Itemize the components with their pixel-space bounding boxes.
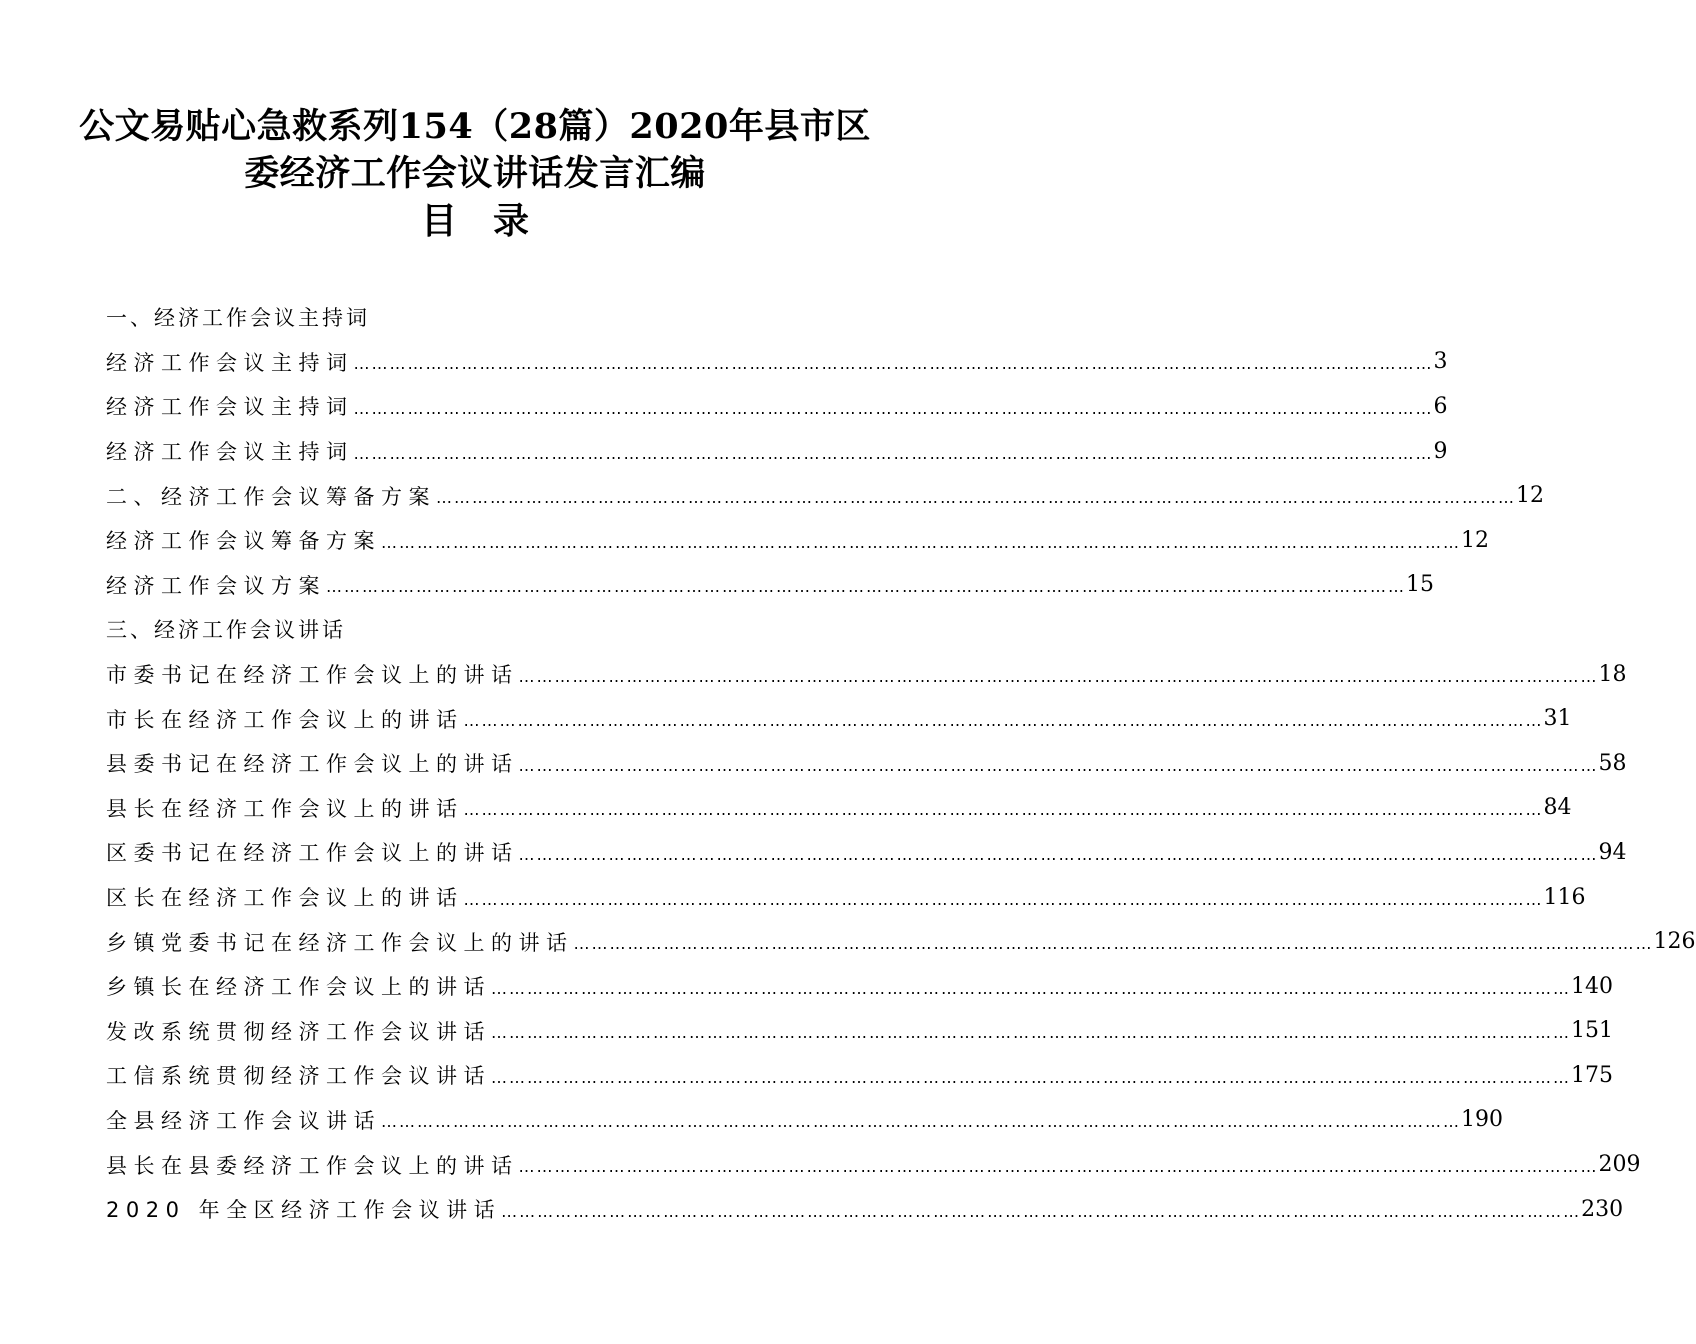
toc-section-heading: [106, 295, 848, 340]
toc-entry[interactable]: [106, 830, 1627, 875]
toc-entry[interactable]: [106, 652, 1627, 697]
toc-entry-label: 全县经济工作会议讲话: [106, 1108, 381, 1133]
toc-entry[interactable]: [106, 340, 1448, 385]
toc-entry[interactable]: [106, 1142, 1641, 1187]
toc-entry-label: 乡镇党委书记在经济工作会议上的讲话: [106, 930, 574, 955]
toc-entry[interactable]: [106, 741, 1627, 786]
toc-entry-page-number: 175: [1571, 1062, 1613, 1088]
table-of-contents: [106, 295, 1696, 1231]
toc-dot-leader: ………………………………………………………………………………………………………………………………………………………………: [491, 978, 1571, 998]
toc-entry-label: 二、经济工作会议筹备方案: [106, 484, 436, 509]
toc-entry-label: 县长在经济工作会议上的讲话: [106, 796, 464, 821]
toc-entry-label: 县委书记在经济工作会议上的讲话: [106, 752, 519, 777]
toc-entry[interactable]: [106, 473, 1544, 518]
toc-entry[interactable]: [106, 1098, 1503, 1143]
toc-entry[interactable]: [106, 518, 1489, 563]
toc-entry-label: 区长在经济工作会议上的讲话: [106, 886, 464, 911]
toc-entry-page-number: 209: [1598, 1152, 1641, 1178]
toc-entry-page-number: 151: [1571, 1018, 1613, 1044]
toc-entry-page-number: 58: [1598, 750, 1627, 776]
toc-entry-label: 经济工作会议筹备方案: [106, 529, 381, 554]
toc-dot-leader: ………………………………………………………………………………………………………………………………………………………………: [326, 577, 1406, 597]
toc-entry[interactable]: [106, 919, 1696, 964]
toc-entry-label: 市长在经济工作会议上的讲话: [106, 707, 464, 732]
toc-entry-label: 市委书记在经济工作会议上的讲话: [106, 663, 519, 688]
toc-entry-label: 区委书记在经济工作会议上的讲话: [106, 841, 519, 866]
toc-entry[interactable]: [106, 875, 1586, 920]
toc-entry-label: 县长在县委经济工作会议上的讲话: [106, 1153, 519, 1178]
toc-entry-page-number: 190: [1461, 1107, 1503, 1133]
toc-entry[interactable]: [106, 563, 1434, 608]
toc-heading-char-2: 录: [493, 200, 530, 242]
toc-entry-page-number: 18: [1598, 661, 1627, 687]
toc-entry-label: 工信系统贯彻经济工作会议讲话: [106, 1064, 491, 1089]
toc-entry-label: 经济工作会议主持词: [106, 440, 354, 465]
toc-entry[interactable]: [106, 696, 1572, 741]
toc-entry-page-number: 9: [1433, 438, 1448, 464]
document-title-line-2: 委经济工作会议讲话发言汇编: [244, 153, 706, 194]
toc-heading: [0, 198, 950, 244]
toc-dot-leader: ………………………………………………………………………………………………………………………………………………………………: [518, 844, 1599, 864]
toc-entry[interactable]: [106, 429, 1448, 474]
toc-entry-page-number: 12: [1461, 527, 1489, 553]
toc-entry-label: 2020 年全区经济工作会议讲话: [106, 1198, 502, 1223]
toc-dot-leader: ………………………………………………………………………………………………………………………………………………………………: [518, 666, 1599, 686]
toc-entry-label: 经济工作会议主持词: [106, 350, 354, 375]
toc-entry[interactable]: [106, 384, 1448, 429]
toc-entry-page-number: 126: [1653, 929, 1696, 955]
toc-entry-label: 经济工作会议方案: [106, 573, 326, 598]
toc-entry[interactable]: [106, 1009, 1613, 1054]
toc-entry-page-number: 84: [1543, 795, 1572, 821]
toc-entry-page-number: 140: [1571, 973, 1613, 999]
toc-dot-leader: ………………………………………………………………………………………………………………………………………………………………: [518, 755, 1599, 775]
toc-entry-page-number: 15: [1406, 572, 1434, 598]
toc-dot-leader: ………………………………………………………………………………………………………………………………………………………………: [463, 800, 1544, 820]
toc-entry[interactable]: [106, 786, 1572, 831]
toc-dot-leader: ………………………………………………………………………………………………………………………………………………………………: [463, 889, 1544, 909]
toc-entry-label: 经济工作会议主持词: [106, 395, 354, 420]
toc-heading-char-1: 目: [420, 200, 457, 242]
toc-entry[interactable]: [106, 1053, 1613, 1098]
toc-entry-page-number: 6: [1433, 393, 1448, 419]
toc-entry[interactable]: [106, 964, 1613, 1009]
toc-entry-page-number: 12: [1516, 483, 1544, 509]
toc-section-heading: [106, 607, 848, 652]
toc-entry-label: 一、经济工作会议主持词: [106, 306, 370, 331]
toc-dot-leader: ………………………………………………………………………………………………………………………………………………………………: [518, 1157, 1599, 1177]
toc-dot-leader: ………………………………………………………………………………………………………………………………………………………………: [463, 711, 1544, 731]
toc-dot-leader: ………………………………………………………………………………………………………………………………………………………………: [353, 398, 1434, 418]
toc-entry-page-number: 230: [1581, 1196, 1624, 1222]
toc-dot-leader: ………………………………………………………………………………………………………………………………………………………………: [491, 1023, 1571, 1043]
document-title-line-1: 公文易贴心急救系列154（28篇）2020年县市区: [79, 106, 871, 147]
toc-entry[interactable]: [106, 1187, 1624, 1232]
toc-dot-leader: ………………………………………………………………………………………………………………………………………………………………: [381, 532, 1461, 552]
toc-entry-page-number: 3: [1433, 349, 1448, 375]
toc-dot-leader: ………………………………………………………………………………………………………………………………………………………………: [381, 1112, 1461, 1132]
toc-entry-page-number: 116: [1543, 884, 1586, 910]
toc-dot-leader: ………………………………………………………………………………………………………………………………………………………………: [491, 1067, 1571, 1087]
toc-dot-leader: ………………………………………………………………………………………………………………………………………………………………: [353, 354, 1434, 374]
toc-entry-label: 发改系统贯彻经济工作会议讲话: [106, 1019, 491, 1044]
toc-entry-page-number: 94: [1598, 839, 1627, 865]
toc-dot-leader: ………………………………………………………………………………………………………………………………………………………………: [436, 488, 1516, 508]
toc-entry-label: 三、经济工作会议讲话: [106, 618, 346, 643]
toc-dot-leader: ………………………………………………………………………………………………………………………………………………………………: [353, 443, 1434, 463]
toc-dot-leader: ………………………………………………………………………………………………………………………………………………………………: [573, 934, 1654, 954]
toc-entry-label: 乡镇长在经济工作会议上的讲话: [106, 975, 491, 1000]
toc-dot-leader: ………………………………………………………………………………………………………………………………………………………………: [501, 1201, 1582, 1221]
toc-entry-page-number: 31: [1543, 706, 1572, 732]
